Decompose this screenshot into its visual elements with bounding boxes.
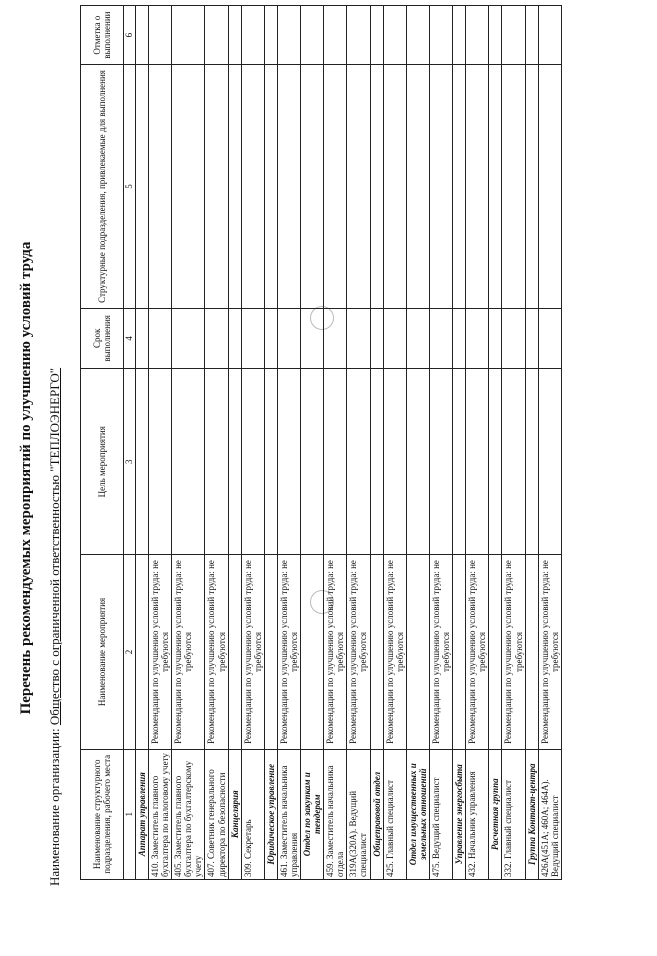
table-row xyxy=(383,6,406,880)
empty-cell xyxy=(347,65,370,308)
empty-cell xyxy=(489,369,502,555)
empty-cell xyxy=(264,555,277,749)
empty-cell xyxy=(136,6,149,65)
measure-cell: Рекомендации по улучшению условий труда: не требуются xyxy=(172,555,205,749)
table-row xyxy=(429,6,452,880)
header-cell: Структурные подразделения, привлекаемые для выполнения xyxy=(81,65,124,308)
empty-cell xyxy=(301,6,324,65)
measure-cell: Рекомендации по улучшению условий труда: не требуются xyxy=(429,555,452,749)
empty-cell xyxy=(406,369,429,555)
workplace-cell: 410. Заместитель главного бухгалтера по налоговому учету xyxy=(149,749,172,879)
header-cell: Наименование мероприятия xyxy=(81,555,124,749)
section-row xyxy=(489,6,502,880)
table-row xyxy=(324,6,347,880)
measure-cell: Рекомендации по улучшению условий труда: не требуются xyxy=(277,555,300,749)
section-title: Управление энергосбыта xyxy=(453,749,466,879)
table-row xyxy=(466,6,489,880)
table-row xyxy=(538,6,561,880)
workplace-cell: 407. Советник генерального директора по безопасности xyxy=(205,749,228,879)
empty-cell xyxy=(241,65,264,308)
empty-cell xyxy=(172,6,205,65)
section-title: Отдел имущественных и земельных отношений xyxy=(406,749,429,879)
empty-cell xyxy=(301,369,324,555)
measure-cell: Рекомендации по улучшению условий труда: не требуются xyxy=(205,555,228,749)
organization-line xyxy=(47,368,63,886)
header-cell: Цель мероприятия xyxy=(81,369,124,555)
workplace-cell: 461. Заместитель начальника управления xyxy=(277,749,300,879)
empty-cell xyxy=(370,65,383,308)
empty-cell xyxy=(277,6,300,65)
empty-cell xyxy=(453,555,466,749)
empty-cell xyxy=(489,6,502,65)
empty-cell xyxy=(453,65,466,308)
empty-cell xyxy=(228,369,241,555)
section-title: Общеправовой отдел xyxy=(370,749,383,879)
empty-cell xyxy=(172,308,205,368)
section-title: Расчетная группа xyxy=(489,749,502,879)
empty-cell xyxy=(149,65,172,308)
empty-cell xyxy=(406,65,429,308)
table-body xyxy=(136,6,562,880)
section-row xyxy=(136,6,149,880)
empty-cell xyxy=(324,308,347,368)
empty-cell xyxy=(538,6,561,65)
measure-cell: Рекомендации по улучшению условий труда: не требуются xyxy=(383,555,406,749)
workplace-cell: 319А(320А). Ведущий специалист xyxy=(347,749,370,879)
empty-cell xyxy=(277,308,300,368)
column-number: 3 xyxy=(124,369,136,555)
empty-cell xyxy=(502,369,525,555)
empty-cell xyxy=(489,555,502,749)
empty-cell xyxy=(136,308,149,368)
empty-cell xyxy=(370,308,383,368)
empty-cell xyxy=(466,6,489,65)
table-row xyxy=(502,6,525,880)
workplace-cell: 426А(451А; 460А; 464А). Ведущий специалист xyxy=(538,749,561,879)
empty-cell xyxy=(205,6,228,65)
empty-cell xyxy=(429,65,452,308)
workplace-cell: 459. Заместитель начальника отдела xyxy=(324,749,347,879)
empty-cell xyxy=(301,308,324,368)
workplace-cell: 309. Секретарь xyxy=(241,749,264,879)
empty-cell xyxy=(149,308,172,368)
table-row xyxy=(241,6,264,880)
empty-cell xyxy=(228,6,241,65)
empty-cell xyxy=(172,369,205,555)
column-number: 2 xyxy=(124,555,136,749)
empty-cell xyxy=(149,6,172,65)
measure-cell: Рекомендации по улучшению условий труда: не требуются xyxy=(538,555,561,749)
header-cell: Отметка о выполнении xyxy=(81,6,124,65)
empty-cell xyxy=(429,6,452,65)
table-row xyxy=(205,6,228,880)
measure-cell: Рекомендации по улучшению условий труда: не требуются xyxy=(347,555,370,749)
empty-cell xyxy=(406,308,429,368)
empty-cell xyxy=(383,369,406,555)
measures-table xyxy=(80,5,562,880)
page-title: Перечень рекомендуемых мероприятий по улучшению условий труда xyxy=(18,241,34,715)
empty-cell xyxy=(347,369,370,555)
measure-cell: Рекомендации по улучшению условий труда: не требуются xyxy=(324,555,347,749)
empty-cell xyxy=(301,65,324,308)
empty-cell xyxy=(264,369,277,555)
empty-cell xyxy=(383,308,406,368)
measure-cell: Рекомендации по улучшению условий труда: не требуются xyxy=(149,555,172,749)
empty-cell xyxy=(525,6,538,65)
empty-cell xyxy=(277,369,300,555)
empty-cell xyxy=(324,369,347,555)
table-row xyxy=(149,6,172,880)
empty-cell xyxy=(525,308,538,368)
workplace-cell: 432. Начальник управления xyxy=(466,749,489,879)
empty-cell xyxy=(453,6,466,65)
empty-cell xyxy=(489,308,502,368)
section-row xyxy=(453,6,466,880)
empty-cell xyxy=(538,369,561,555)
empty-cell xyxy=(347,308,370,368)
organization-label: Наименование организации: xyxy=(47,728,62,886)
empty-cell xyxy=(228,308,241,368)
empty-cell xyxy=(241,369,264,555)
empty-cell xyxy=(277,65,300,308)
empty-cell xyxy=(406,555,429,749)
empty-cell xyxy=(324,65,347,308)
empty-cell xyxy=(489,65,502,308)
empty-cell xyxy=(406,6,429,65)
header-cell: Срок выполнения xyxy=(81,308,124,368)
empty-cell xyxy=(264,65,277,308)
table-row xyxy=(172,6,205,880)
empty-cell xyxy=(301,555,324,749)
section-title: Канцелярия xyxy=(228,749,241,879)
column-number-row xyxy=(124,6,136,880)
empty-cell xyxy=(205,308,228,368)
header-cell: Наименование структурного подразделения, рабочего места xyxy=(81,749,124,879)
section-title: Юридическое управление xyxy=(264,749,277,879)
empty-cell xyxy=(370,369,383,555)
empty-cell xyxy=(136,65,149,308)
section-row xyxy=(228,6,241,880)
section-row xyxy=(370,6,383,880)
empty-cell xyxy=(453,308,466,368)
empty-cell xyxy=(502,65,525,308)
empty-cell xyxy=(149,369,172,555)
measure-cell: Рекомендации по улучшению условий труда: не требуются xyxy=(502,555,525,749)
table-header-row xyxy=(81,6,124,880)
empty-cell xyxy=(264,308,277,368)
empty-cell xyxy=(241,6,264,65)
empty-cell xyxy=(228,65,241,308)
table-row xyxy=(347,6,370,880)
measure-cell: Рекомендации по улучшению условий труда: не требуются xyxy=(241,555,264,749)
column-number: 5 xyxy=(124,65,136,308)
section-title: Группа Контакт-центра xyxy=(525,749,538,879)
empty-cell xyxy=(136,369,149,555)
empty-cell xyxy=(466,369,489,555)
empty-cell xyxy=(525,555,538,749)
empty-cell xyxy=(525,369,538,555)
empty-cell xyxy=(172,65,205,308)
empty-cell xyxy=(383,65,406,308)
empty-cell xyxy=(228,555,241,749)
column-number: 6 xyxy=(124,6,136,65)
empty-cell xyxy=(453,369,466,555)
empty-cell xyxy=(502,6,525,65)
section-row xyxy=(406,6,429,880)
empty-cell xyxy=(370,555,383,749)
empty-cell xyxy=(205,65,228,308)
empty-cell xyxy=(466,308,489,368)
organization-name: Общество с ограниченной ответственностью "ТЕПЛОЭНЕРГО" xyxy=(47,367,62,726)
empty-cell xyxy=(429,308,452,368)
workplace-cell: 405. Заместитель главного бухгалтера по бухгалтерскому учету xyxy=(172,749,205,879)
empty-cell xyxy=(383,6,406,65)
empty-cell xyxy=(347,6,370,65)
workplace-cell: 425. Главный специалист xyxy=(383,749,406,879)
empty-cell xyxy=(370,6,383,65)
empty-cell xyxy=(502,308,525,368)
empty-cell xyxy=(429,369,452,555)
empty-cell xyxy=(538,65,561,308)
column-number: 4 xyxy=(124,308,136,368)
section-title: Отдел по закупкам и тендерам xyxy=(301,749,324,879)
empty-cell xyxy=(205,369,228,555)
measure-cell: Рекомендации по улучшению условий труда: не требуются xyxy=(466,555,489,749)
empty-cell xyxy=(525,65,538,308)
workplace-cell: 475. Ведущий специалист xyxy=(429,749,452,879)
section-row xyxy=(525,6,538,880)
section-row xyxy=(264,6,277,880)
empty-cell xyxy=(136,555,149,749)
section-row xyxy=(301,6,324,880)
empty-cell xyxy=(466,65,489,308)
column-number: 1 xyxy=(124,749,136,879)
empty-cell xyxy=(538,308,561,368)
empty-cell xyxy=(324,6,347,65)
section-title: Аппарат управления xyxy=(136,749,149,879)
workplace-cell: 332. Главный специалист xyxy=(502,749,525,879)
empty-cell xyxy=(264,6,277,65)
empty-cell xyxy=(241,308,264,368)
table-row xyxy=(277,6,300,880)
